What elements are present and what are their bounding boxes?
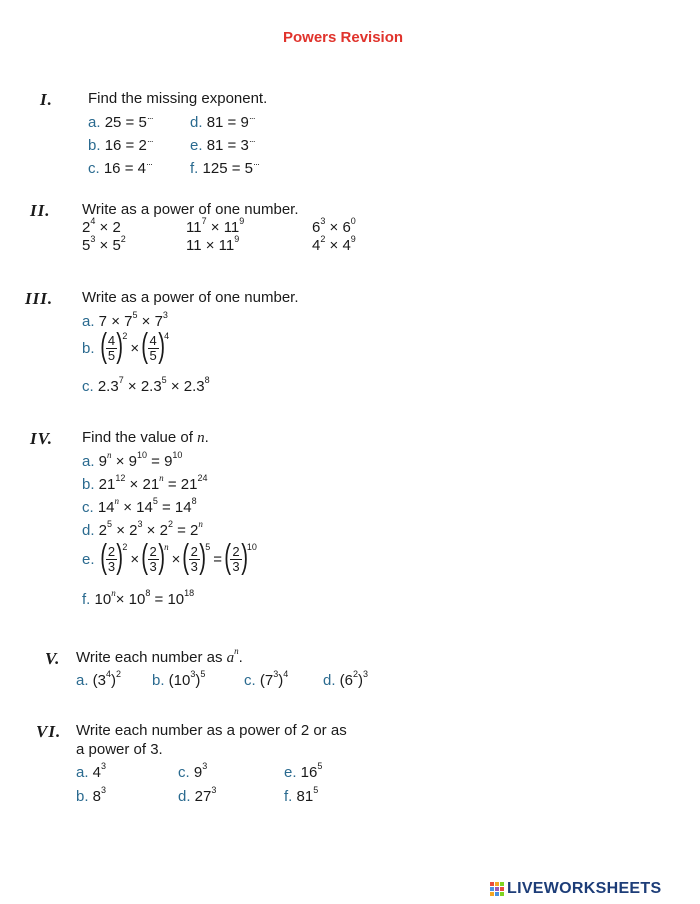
- section-5-number: V.: [45, 649, 61, 668]
- logo-square: [500, 882, 504, 886]
- s4-item-a: a. $9^n \times 9^{10} = 9^{10}$: [82, 450, 183, 470]
- s1-item-f: f. 125 = 5···: [190, 159, 259, 177]
- section-2-number: II.: [30, 201, 51, 220]
- s5-item-b: b. $(10^3)^5$: [152, 669, 206, 689]
- s4-item-d: d. $2^5 \times 2^3 \times 2^2 = 2^n$: [82, 519, 203, 539]
- logo-square: [490, 887, 494, 891]
- s2-expr-2: $5^3 \times 5^2$: [82, 234, 126, 254]
- section-1-number: I.: [40, 90, 53, 109]
- s5-item-d: d. $(6^2)^3$: [323, 669, 369, 689]
- s4-item-f: f. $10^n\times 10^8 = 10^{18}$: [82, 588, 195, 608]
- s5-item-a: a. $(3^4)^2$: [76, 669, 122, 689]
- s6-item-d: d. $27^3$: [178, 785, 217, 805]
- s2-expr-5: $6^3 \times 6^0$: [312, 216, 356, 236]
- logo-square: [500, 887, 504, 891]
- s1-item-e: e. 81 = 3···: [190, 136, 255, 154]
- section-6-instruction-line2: a power of 3.: [76, 741, 163, 758]
- logo-square: [495, 892, 499, 896]
- logo-grid-icon: [490, 882, 504, 896]
- s3-item-a: a. $7 \times 7^5 \times 7^3$: [82, 310, 168, 330]
- section-6-instruction-line1: Write each number as a power of 2 or as: [76, 722, 347, 739]
- logo-square: [495, 882, 499, 886]
- s3-item-b: b. ( $\frac{4}{5}$ ) $^2$ × ( $\frac{4}{5}$ ) $^4$: [82, 327, 170, 365]
- logo-square: [500, 892, 504, 896]
- section-4-instruction: Find the value of n.: [82, 429, 209, 446]
- logo-square: [490, 892, 494, 896]
- s5-item-c: c. $(7^3)^4$: [244, 669, 289, 689]
- section-4-number: IV.: [30, 429, 54, 448]
- s2-expr-1: $2^4 \times 2$: [82, 216, 121, 236]
- s3-item-c: c. $2.3^7 \times 2.3^5 \times 2.3^8$: [82, 375, 210, 395]
- section-2-instruction: Write as a power of one number.: [82, 201, 299, 218]
- s1-item-a: a. 25 = 5···: [88, 113, 153, 131]
- section-3-number: III.: [25, 289, 54, 308]
- s6-item-a: a. $4^3$: [76, 761, 107, 781]
- s6-item-c: c. $9^3$: [178, 761, 208, 781]
- section-3-instruction: Write as a power of one number.: [82, 289, 299, 306]
- s2-expr-6: $4^2 \times 4^9$: [312, 234, 356, 254]
- section-5-instruction: Write each number as $a^n$.: [76, 646, 243, 666]
- section-6-number: VI.: [36, 722, 62, 741]
- s1-item-c: c. 16 = 4···: [88, 159, 152, 177]
- logo-square: [495, 887, 499, 891]
- s6-item-e: e. $16^5$: [284, 761, 323, 781]
- s1-item-d: d. 81 = 9···: [190, 113, 255, 131]
- s6-item-b: b. $8^3$: [76, 785, 107, 805]
- s4-item-e: e. ( $\frac{2}{3}$ ) $^2$ × ( $\frac{2}{3}$ ) $^n$ × ( $\frac{2}{3}$ ) $^5$ = ( $\frac{2}{3}$ ) $^{10}$: [82, 538, 257, 576]
- logo-square: [490, 882, 494, 886]
- s6-item-f: f. $81^5$: [284, 785, 319, 805]
- s4-item-b: b. $21^{12} \times 21^n = 21^{24}$: [82, 473, 208, 493]
- s4-item-c: c. $14^n \times 14^5 = 14^8$: [82, 496, 197, 516]
- s1-item-b: b. 16 = 2···: [88, 136, 153, 154]
- liveworksheets-logo: LIVEWORKSHEETS: [490, 880, 661, 898]
- page-title: Powers Revision: [283, 29, 404, 46]
- section-1-instruction: Find the missing exponent.: [88, 90, 268, 107]
- s2-expr-3: $11^7 \times 11^9$: [186, 216, 245, 236]
- s2-expr-4: $11 \times 11^9$: [186, 234, 240, 254]
